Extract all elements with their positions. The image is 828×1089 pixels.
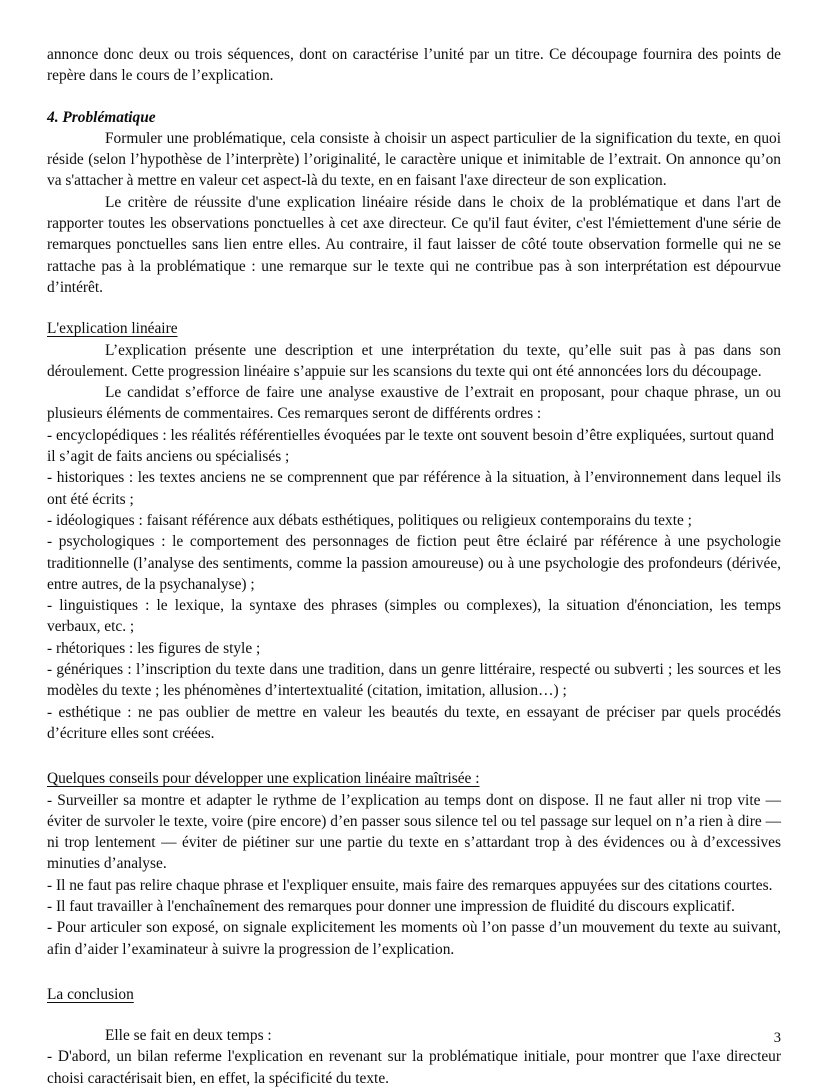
list-item: - idéologiques : faisant référence aux débats esthétiques, politiques ou religieux contemporains du texte ;: [47, 511, 692, 529]
list-item: - historiques : les textes anciens ne se comprennent que par référence à la situation, à l’environnement dans lequel ils ont été écrits ;: [47, 469, 781, 508]
list-item: - Il faut travailler à l'enchaînement des remarques pour donner une impression de fluidité du discours explicatif.: [47, 897, 735, 915]
document-body: [47, 44, 781, 1089]
explication-paragraph-1: L’explication présente une description et une interprétation du texte, qu’elle suit pas à pas dans son déroulement. Cette progression linéaire s’appuie sur les scansions du texte qui ont été annoncées lors du découpage.: [47, 341, 781, 380]
spacer: [47, 87, 781, 107]
heading-conseils: Quelques conseils pour développer une explication linéaire maîtrisée :: [47, 770, 480, 788]
list-item: - linguistiques : le lexique, la syntaxe des phrases (simples ou complexes), la situation d'énonciation, les temps verbaux, etc. ;: [47, 597, 781, 636]
problematique-paragraph-2: Le critère de réussite d'une explication linéaire réside dans le choix de la problématique et dans l'art de rapporter toutes les observations ponctuelles à cet axe directeur. Ce qu'il faut éviter, c'est l'émiettement d'une série de remarques ponctuelles sans lien entre elles. Au contraire, il faut laisser de côté toute observation formelle qui ne se rattache pas à la problématique : une remarque sur le texte qui ne contribue pas à son interprétation est dépourvue d’intérêt.: [47, 193, 781, 296]
heading-conclusion-block: [47, 984, 781, 1005]
list-item: - Il ne faut pas relire chaque phrase et l'expliquer ensuite, mais faire des remarques appuyées sur des citations courtes.: [47, 876, 773, 894]
explication-paragraph-2: Le candidat s’efforce de faire une analyse exaustive de l’extrait en proposant, pour chaque phrase, un ou plusieurs éléments de commentaires. Ces remarques seront de différents ordres :: [47, 384, 781, 423]
list-item: - D'abord, un bilan referme l'explication en revenant sur la problématique initiale, pour montrer que l'axe directeur choisi caractérisait bien, en effet, la spécificité du texte.: [47, 1048, 781, 1087]
list-item: - esthétique : ne pas oublier de mettre en valeur les beautés du texte, en essayant de préciser par quels procédés d’écriture elles sont créées.: [47, 703, 781, 742]
opening-paragraph: annonce donc deux ou trois séquences, dont on caractérise l’unité par un titre. Ce découpage fournira des points de repère dans le cours de l’explication.: [47, 46, 781, 85]
problematique-paragraph-1: Formuler une problématique, cela consiste à choisir un aspect particulier de la signification du texte, en quoi réside (selon l’hypothèse de l’interprète) l’originalité, le caractère unique et inimitable de l’extrait. On annonce qu’on va s'attacher à mettre en valeur cet aspect-là du texte, en en faisant l'axe directeur de son explication.: [47, 129, 781, 190]
list-item: - encyclopédiques : les réalités référentielles évoquées par le texte ont souvent besoin d’être expliquées, surtout quand il s’agit de faits anciens ou spécialisés ;: [47, 426, 774, 466]
conclusion-paragraph-1: Elle se fait en deux temps :: [105, 1027, 272, 1045]
heading-problematique: 4. Problématique: [47, 108, 156, 126]
heading-problematique-block: [47, 107, 781, 128]
heading-explication-lineaire: L'explication linéaire: [47, 320, 178, 338]
list-item: - Surveiller sa montre et adapter le rythme de l’explication au temps dont on dispose. Il ne faut aller ni trop vite — éviter de survoler le texte, voire (pire encore) d’en passer sous silence tel ou tel passage sur lequel on n’a rien à dire — ni trop lentement — éviter de piétiner sur une partie du texte en s’attardant trop à des évidences ou à d’excessives minuties d’analyse.: [47, 791, 781, 873]
heading-conseils-block: [47, 768, 781, 789]
list-item: - psychologiques : le comportement des personnages de fiction peut être éclairé par référence à une psychologie traditionnelle (l’analyse des sentiments, comme la passion amoureuse) ou à une psychologie des profondeurs (dérivée, entre autres, de la psychanalyse) ;: [47, 533, 781, 593]
page-number: 3: [773, 1030, 781, 1046]
heading-explication-lineaire-block: [47, 318, 781, 339]
spacer: [47, 298, 781, 318]
spacer: [47, 960, 781, 984]
list-item: - Pour articuler son exposé, on signale explicitement les moments où l’on passe d’un mouvement du texte au suivant, afin d’aider l’examinateur à suivre la progression de l’explication.: [47, 919, 781, 958]
spacer: [47, 744, 781, 768]
list-item: - génériques : l’inscription du texte dans une tradition, dans un genre littéraire, respecté ou subverti ; les sources et les modèles du texte ; les phénomènes d’intertextualité (citation, imitation, allusion…) ;: [47, 661, 781, 700]
spacer: [47, 1005, 781, 1025]
list-item: - rhétoriques : les figures de style ;: [47, 639, 261, 657]
heading-conclusion: La conclusion: [47, 985, 134, 1003]
